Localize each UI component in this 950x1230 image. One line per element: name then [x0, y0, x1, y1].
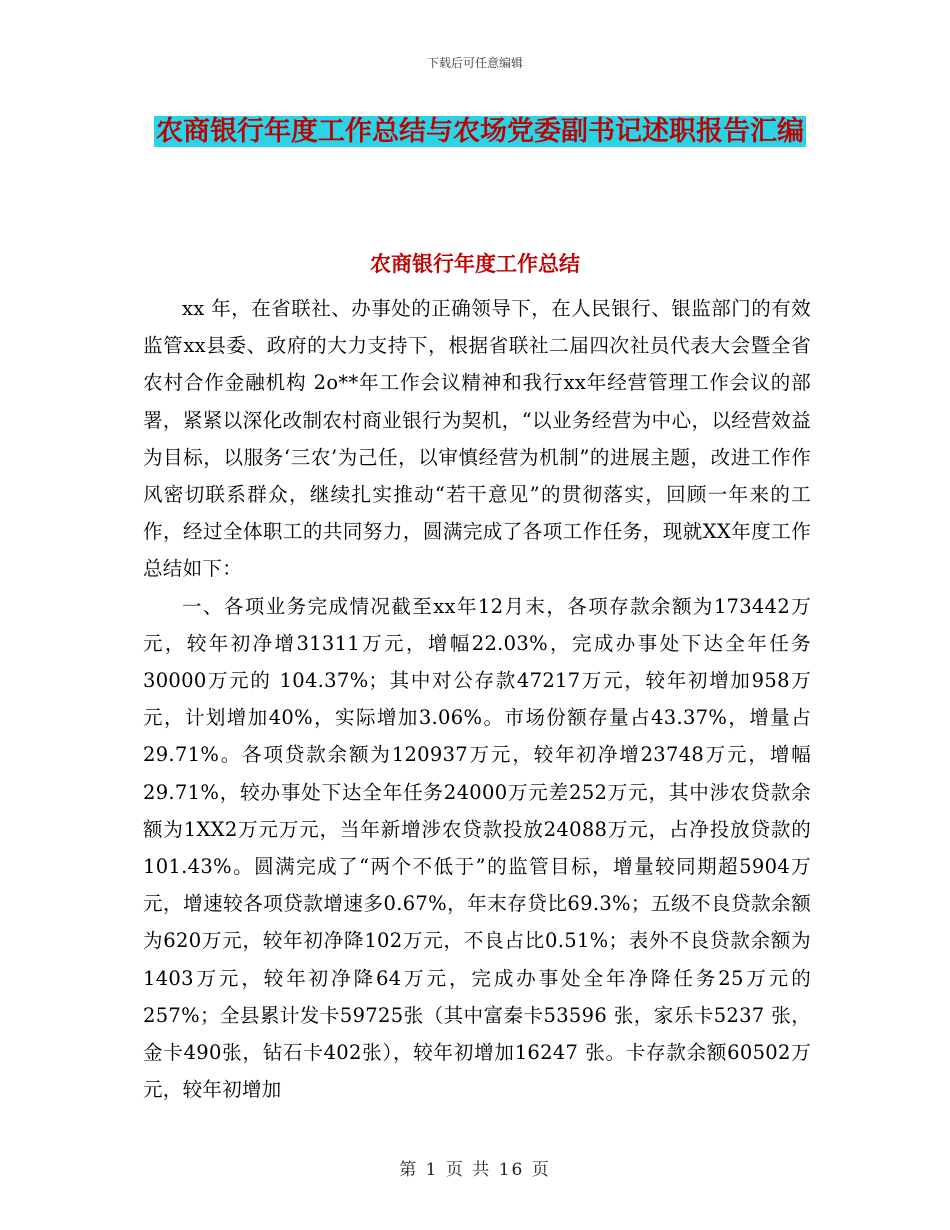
- page-number-footer: 第 1 页 共 16 页: [399, 1160, 551, 1180]
- document-title: [140, 108, 820, 156]
- paragraph-business-summary: 一、各项业务完成情况截至xx年12月末，各项存款余额为173442万元，较年初净增31311万元，增幅22.03%，完成办事处下达全年任务30000万元的 104.37%；其中对公存款47217万元，较年初增加958万元，计划增加40%，实际增加3.06%。市场份额存量占43.37%，增量占 29.71%。各项贷款余额为120937万元，较年初净增23748万元，增幅29.71%，较办事处下达全年任务24000万元差252万元，其中涉农贷款余额为1XX2万元万元，当年新增涉农贷款投放24088万元，占净投放贷款的101.43%。圆满完成了“两个不低于”的监管目标，增量较同期超5904万元，增速较各项贷款增速多0.67%，年末存贷比69.3%；五级不良贷款余额为620万元，较年初净降102万元，不良占比0.51%；表外不良贷款余额为1403万元，较年初净降64万元，完成办事处全年净降任务25万元的257%；全县累计发卡59725张（其中富秦卡53596 张，家乐卡5237 张，金卡490张，钻石卡402张），较年初增加16247 张。卡存款余额60502万元，较年初增加: [143, 594, 811, 1102]
- section-title: 农商银行年度工作总结: [370, 252, 580, 276]
- body-text: [143, 290, 811, 1108]
- header-note: 下载后可任意编辑: [426, 56, 523, 70]
- document-title-text: 农商银行年度工作总结与农场党委副书记述职报告汇编: [156, 116, 804, 147]
- paragraph-intro: xx 年，在省联社、办事处的正确领导下，在人民银行、银监部门的有效监管xx县委、政府的大力支持下，根据省联社二届四次社员代表大会暨全省农村合作金融机构 2o**年工作会议精神和我行xx年经营管理工作会议的部署，紧紧以深化改制农村商业银行为契机，“以业务经营为中心，以经营效益为目标，以服务‘三农’为己任，以审慎经营为机制”的进展主题，改进工作作风密切联系群众，继续扎实推动“若干意见”的贯彻落实，回顾一年来的工作，经过全体职工的共同努力，圆满完成了各项工作任务，现就XX年度工作总结如下：: [143, 297, 811, 581]
